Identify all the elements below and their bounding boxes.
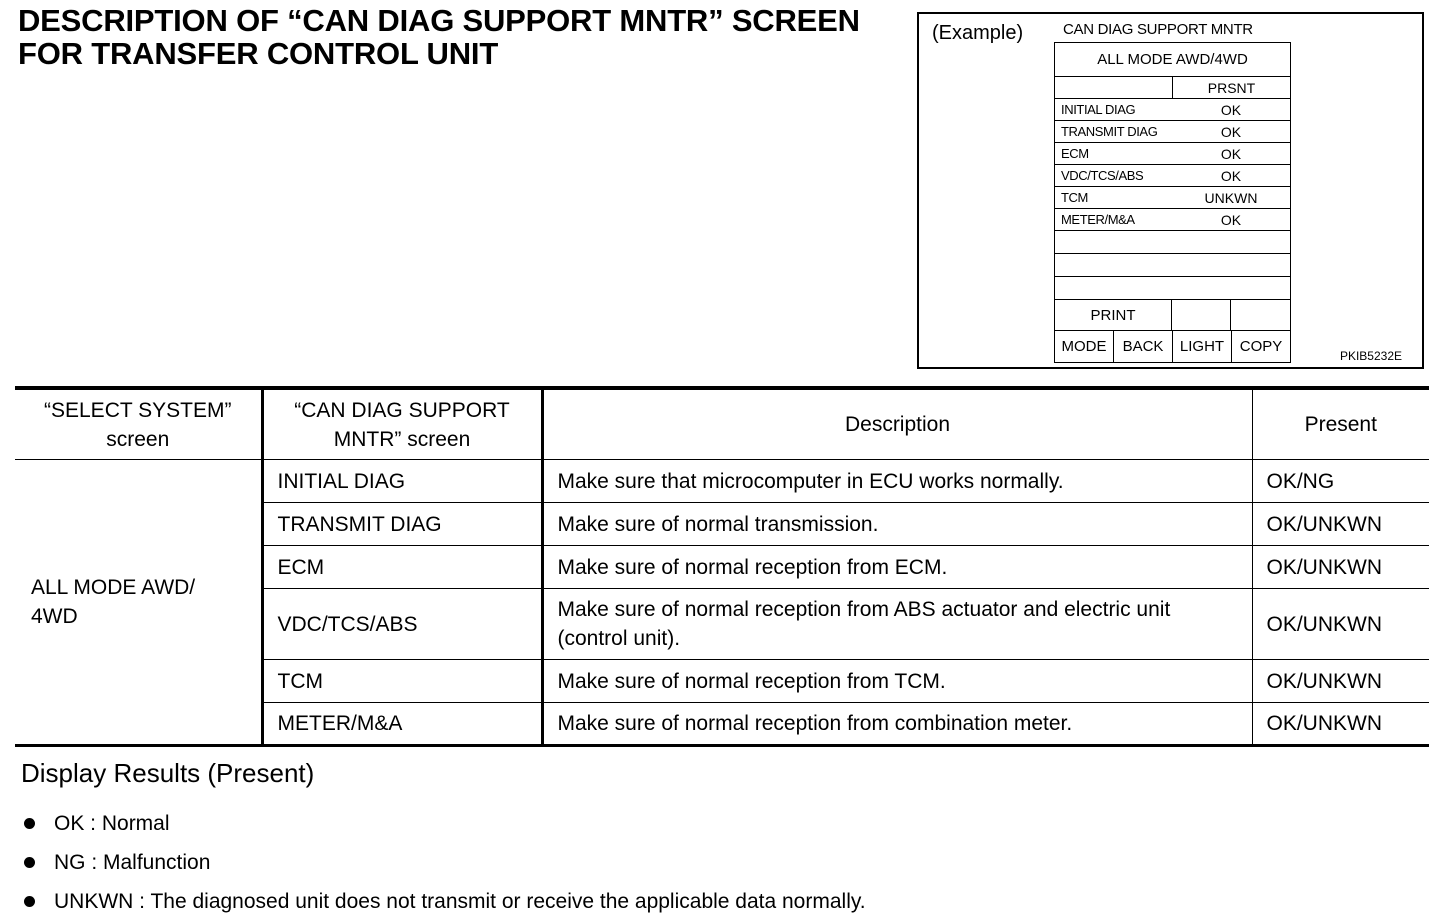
example-light-button[interactable]: LIGHT — [1173, 331, 1232, 362]
system-line-2: 4WD — [31, 605, 78, 628]
results-list — [22, 804, 866, 921]
example-label: (Example) — [932, 22, 1024, 44]
example-figure — [917, 12, 1424, 369]
example-copy-button[interactable]: COPY — [1239, 338, 1283, 355]
example-blank-row — [1055, 231, 1290, 254]
list-item — [22, 882, 866, 921]
header-can-diag-line-2: MNTR” screen — [333, 427, 471, 451]
example-screen — [1054, 42, 1291, 363]
description-line-1: Make sure of normal reception from ABS actuator and electric unit — [557, 598, 1171, 621]
present-cell: OK/UNKWN — [1252, 589, 1429, 660]
description-cell: Make sure that microcomputer in ECU works normally. — [542, 460, 1252, 503]
example-empty-button — [1231, 300, 1290, 330]
list-item — [22, 804, 866, 843]
example-item-row — [1055, 187, 1290, 209]
description-cell — [542, 589, 1252, 660]
example-item-name: METER/M&A — [1061, 212, 1135, 227]
header-select-system-line-1: “SELECT SYSTEM” — [44, 398, 232, 422]
present-cell: OK/NG — [1252, 460, 1429, 503]
example-blank-row — [1055, 277, 1290, 300]
example-item-row — [1055, 209, 1290, 231]
example-item-name: ECM — [1061, 146, 1089, 161]
description-cell: Make sure of normal transmission. — [542, 503, 1252, 546]
example-header-row — [1055, 77, 1290, 99]
example-item-row — [1055, 99, 1290, 121]
example-item-value: OK — [1220, 146, 1242, 162]
present-cell: OK/UNKWN — [1252, 503, 1429, 546]
present-cell: OK/UNKWN — [1252, 703, 1429, 746]
page-title-line-2: FOR TRANSFER CONTROL UNIT — [18, 36, 499, 71]
description-table — [15, 386, 1429, 747]
header-select-system — [15, 388, 262, 460]
header-can-diag — [262, 388, 542, 460]
example-item-name: TCM — [1061, 190, 1088, 205]
bullet-icon — [24, 818, 35, 829]
description-cell: Make sure of normal reception from ECM. — [542, 546, 1252, 589]
example-item-value: OK — [1220, 212, 1242, 228]
example-mode-button[interactable]: MODE — [1055, 331, 1114, 362]
example-column-header: PRSNT — [1172, 77, 1290, 98]
example-item-value: OK — [1220, 102, 1242, 118]
item-cell: VDC/TCS/ABS — [262, 589, 542, 660]
present-cell: OK/UNKWN — [1252, 660, 1429, 703]
bullet-icon — [24, 857, 35, 868]
result-text: OK : Normal — [54, 811, 170, 835]
item-cell: TCM — [262, 660, 542, 703]
result-text: NG : Malfunction — [54, 850, 211, 874]
item-cell: ECM — [262, 546, 542, 589]
present-cell: OK/UNKWN — [1252, 546, 1429, 589]
page-title-line-1: DESCRIPTION OF “CAN DIAG SUPPORT MNTR” SCREEN — [18, 3, 860, 38]
example-item-row — [1055, 165, 1290, 187]
example-item-value: UNKWN — [1204, 190, 1258, 206]
header-description: Description — [542, 388, 1252, 460]
table-header-row — [15, 388, 1429, 460]
example-item-name: INITIAL DIAG — [1061, 102, 1136, 117]
example-item-value: OK — [1220, 168, 1242, 184]
header-can-diag-line-1: “CAN DIAG SUPPORT — [294, 398, 510, 422]
example-item-name: VDC/TCS/ABS — [1061, 168, 1144, 183]
item-cell: INITIAL DIAG — [262, 460, 542, 503]
header-present: Present — [1252, 388, 1429, 460]
example-print-button[interactable]: PRINT — [1055, 300, 1172, 330]
list-item — [22, 843, 866, 882]
example-back-button[interactable]: BACK — [1114, 331, 1173, 362]
example-item-name: TRANSMIT DIAG — [1061, 124, 1158, 139]
bullet-icon — [24, 896, 35, 907]
item-cell: METER/M&A — [262, 703, 542, 746]
example-screen-title: CAN DIAG SUPPORT MNTR — [1063, 21, 1253, 38]
description-cell: Make sure of normal reception from TCM. — [542, 660, 1252, 703]
system-line-1: ALL MODE AWD/ — [31, 576, 196, 599]
example-print-row — [1055, 300, 1290, 331]
description-cell: Make sure of normal reception from combination meter. — [542, 703, 1252, 746]
example-blank-row — [1055, 254, 1290, 277]
system-cell — [15, 460, 262, 746]
page-title — [18, 4, 860, 70]
header-select-system-line-2: screen — [106, 427, 170, 451]
example-button-row — [1055, 331, 1290, 362]
figure-code: PKIB5232E — [1339, 349, 1402, 363]
results-title: Display Results (Present) — [21, 758, 315, 788]
description-line-2: (control unit). — [557, 627, 681, 650]
item-cell: TRANSMIT DIAG — [262, 503, 542, 546]
result-text: UNKWN : The diagnosed unit does not transmit or receive the applicable data normally. — [54, 889, 866, 913]
example-item-row — [1055, 143, 1290, 165]
example-empty-button — [1172, 300, 1231, 330]
table-row — [15, 460, 1429, 503]
example-mode: ALL MODE AWD/4WD — [1055, 43, 1290, 77]
example-item-row — [1055, 121, 1290, 143]
example-item-value: OK — [1220, 124, 1242, 140]
